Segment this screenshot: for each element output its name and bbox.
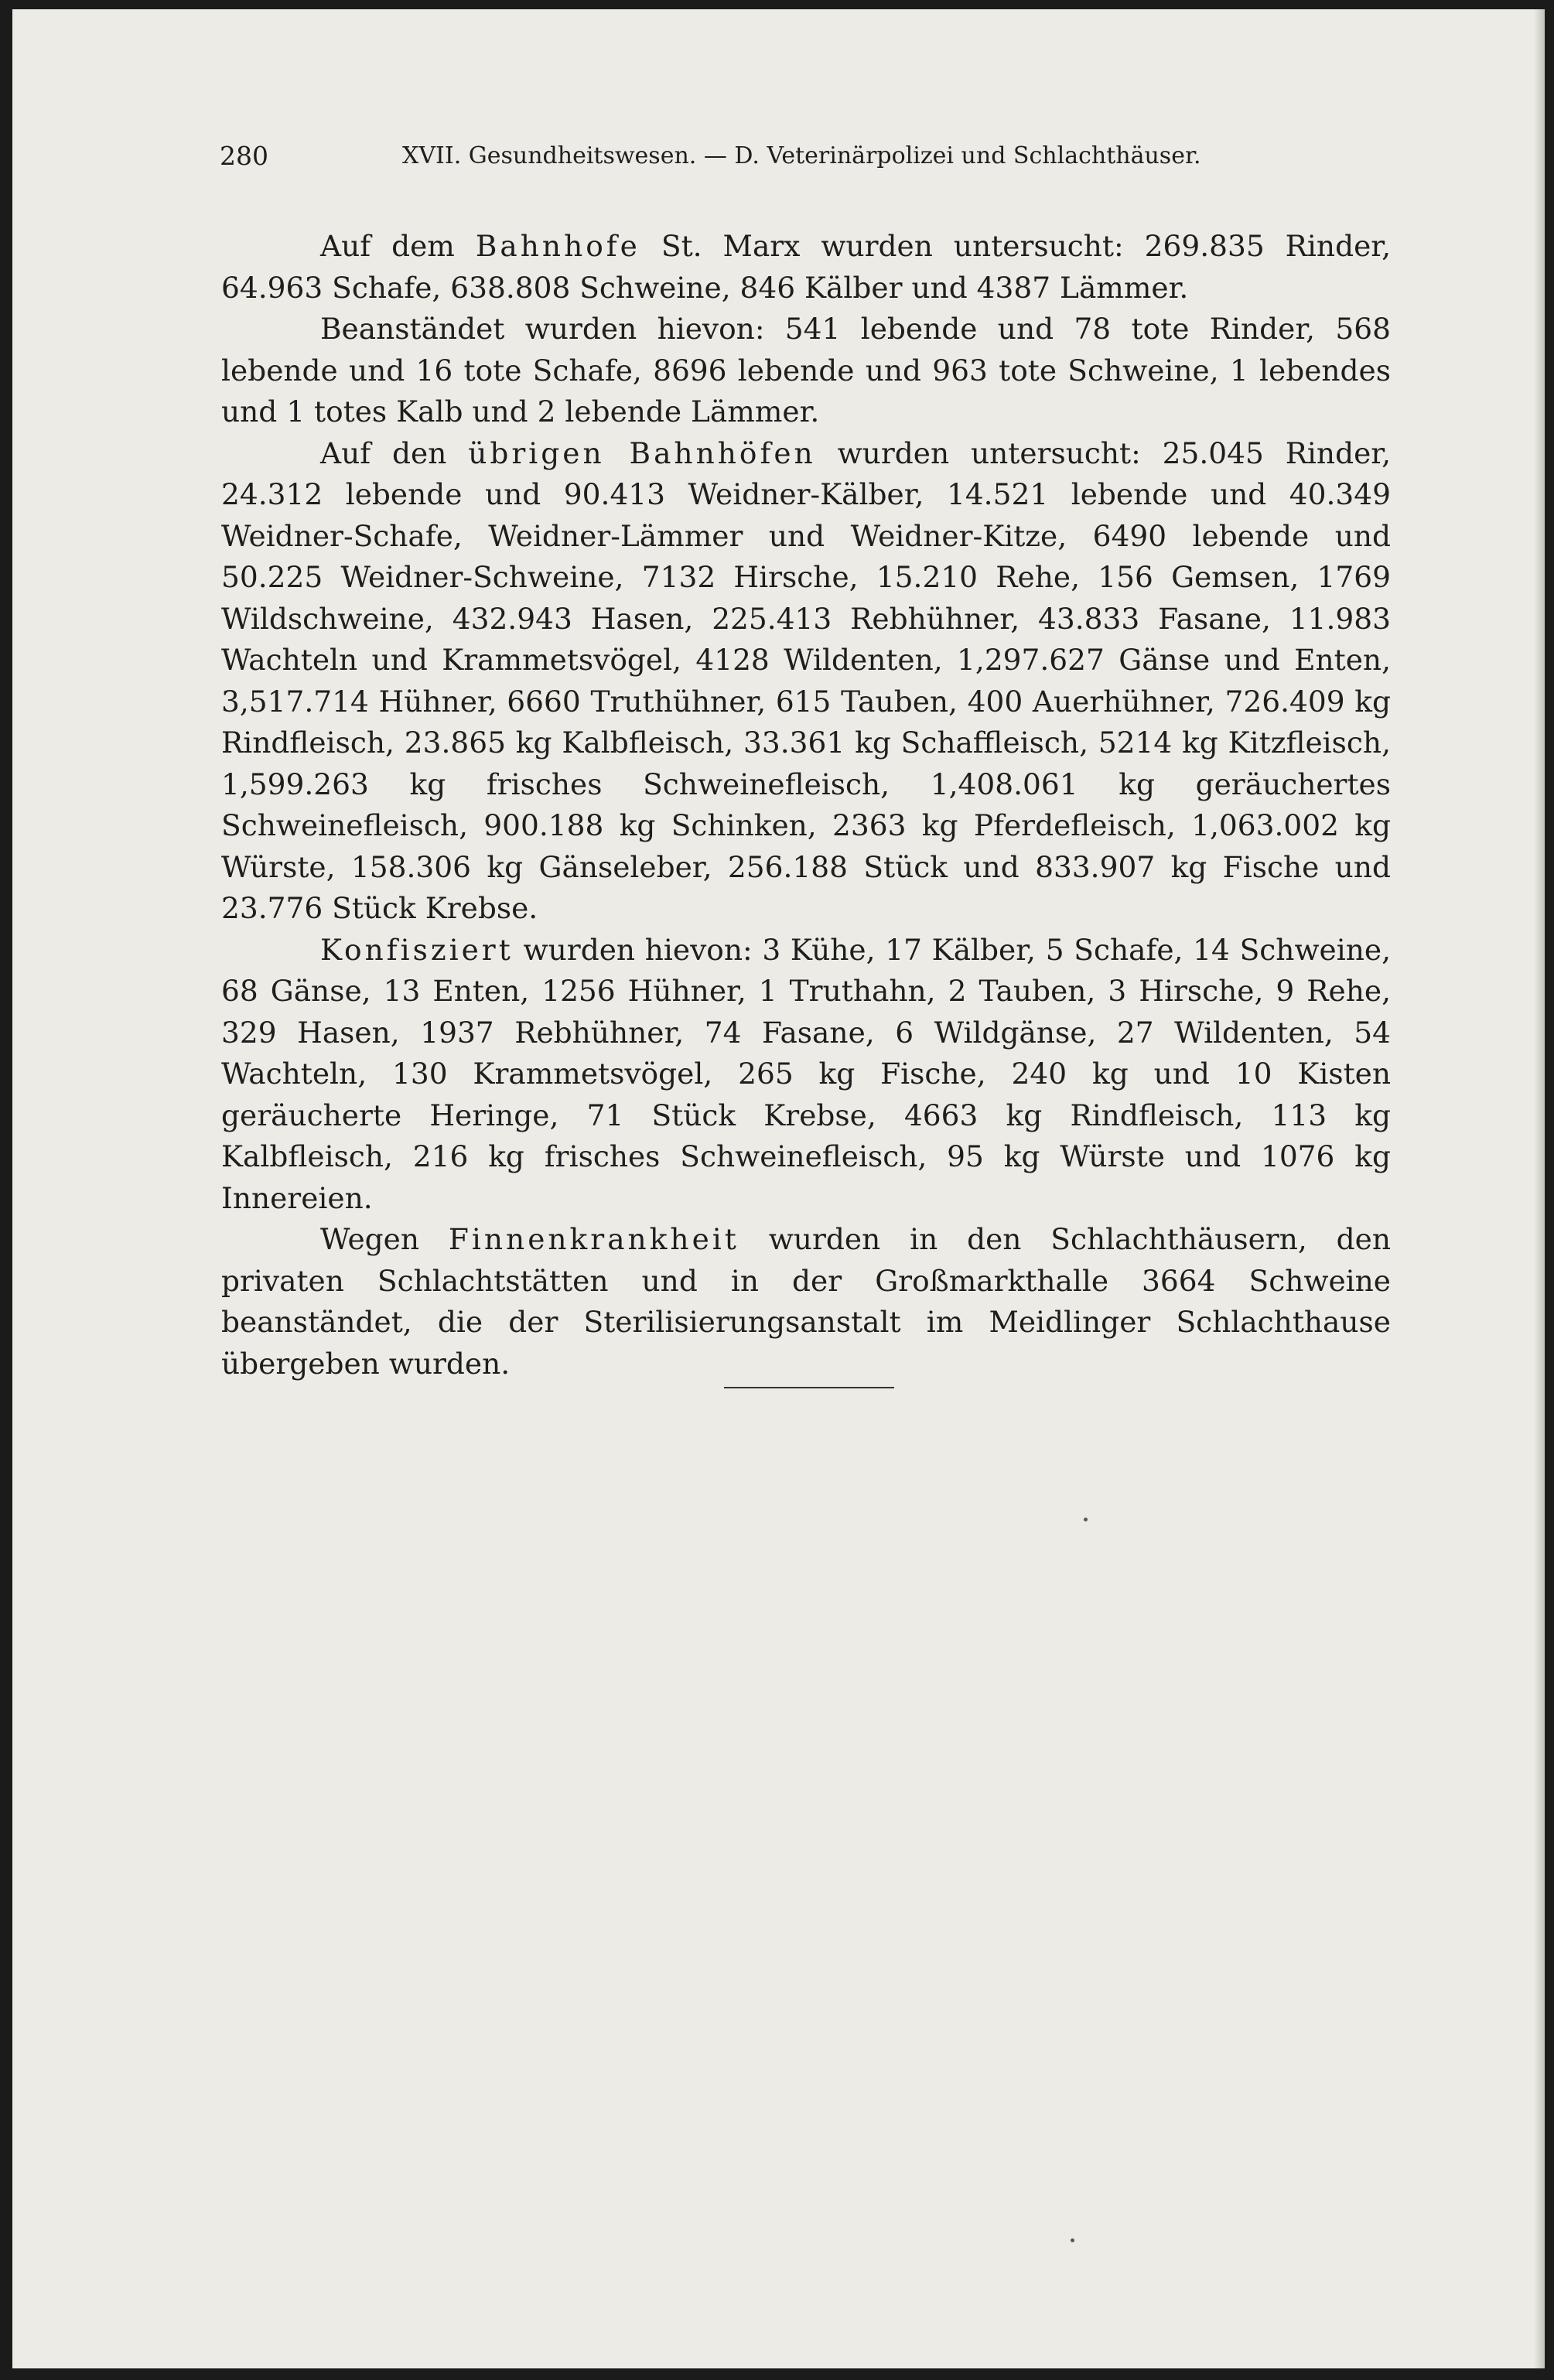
document-page xyxy=(12,9,1545,2368)
paragraph-lead: Wegen xyxy=(320,1222,449,1256)
body-text xyxy=(221,226,1391,1385)
paper-speck xyxy=(1071,2238,1074,2242)
paragraph-text: Beanständet wurden hievon: 541 lebende und 78 tote Rinder, 568 lebende und 16 tote Schafe, 8696 lebende und 963 tote Schweine, 1 lebendes und 1 totes Kalb und 2 lebende Lämmer. xyxy=(221,312,1391,429)
emphasized-term: Konfisziert xyxy=(320,932,514,967)
paragraph-text: wurden hievon: 3 Kühe, 17 Kälber, 5 Schafe, 14 Schweine, 68 Gänse, 13 Enten, 1256 Hühner, 1 Truthahn, 2 Tauben, 3 Hirsche, 9 Rehe, 329 Hasen, 1937 Rebhühner, 74 Fasane, 6 Wildgänse, 27 Wildenten, 54 Wachteln, 130 Krammetsvögel, 265 kg Fische, 240 kg und 10 Kisten geräucherte Heringe, 71 Stück Krebse, 4663 kg Rindfleisch, 113 kg Kalbfleisch, 216 kg frisches Schweinefleisch, 95 kg Würste und 1076 kg Innereien. xyxy=(221,932,1391,1215)
emphasized-term: Finnenkrankheit xyxy=(448,1222,739,1256)
paragraph-lead: Auf dem xyxy=(320,229,476,263)
running-title: XVII. Gesundheitswesen. — D. Veterinärpolizei und Schlachthäuser. xyxy=(402,142,1201,169)
paragraph-text: wurden in den Schlachthäusern, den privaten Schlachtstätten und in der Großmarkthalle 3664 Schweine beanständet, die der Sterilisierungsanstalt im Meidlinger Schlachthause übergeben wurden. xyxy=(221,1222,1391,1381)
paragraph-beanstaendet xyxy=(221,309,1391,433)
paragraph-bahnhof-st-marx xyxy=(221,226,1391,309)
paragraph-text: wurden untersucht: 25.045 Rinder, 24.312 lebende und 90.413 Weidner-Kälber, 14.521 lebende und 40.349 Weidner-Schafe, Weidner-Lämmer und Weidner-Kitze, 6490 lebende und 50.225 Weidner-Schweine, 7132 Hirsche, 15.210 Rehe, 156 Gemsen, 1769 Wildschweine, 432.943 Hasen, 225.413 Rebhühner, 43.833 Fasane, 11.983 Wachteln und Krammetsvögel, 4128 Wildenten, 1,297.627 Gänse und Enten, 3,517.714 Hühner, 6660 Truthühner, 615 Tauben, 400 Auerhühner, 726.409 kg Rindfleisch, 23.865 kg Kalbfleisch, 33.361 kg Schaffleisch, 5214 kg Kitzfleisch, 1,599.263 kg frisches Schweinefleisch, 1,408.061 kg geräuchertes Schweinefleisch, 900.188 kg Schinken, 2363 kg Pferdefleisch, 1,063.002 kg Würste, 158.306 kg Gänseleber, 256.188 Stück und 833.907 kg Fische und 23.776 Stück Krebse. xyxy=(221,435,1392,925)
page-number: 280 xyxy=(220,141,268,171)
page-edge-shadow xyxy=(1534,9,1545,2368)
section-end-rule xyxy=(724,1387,894,1388)
paragraph-uebrige-bahnhoefe xyxy=(221,433,1391,930)
paper-speck xyxy=(1084,1518,1088,1521)
emphasized-term: Bahnhofe xyxy=(475,229,640,263)
paragraph-konfisziert xyxy=(221,930,1391,1220)
paragraph-text: St. Marx wurden untersucht: 269.835 Rinder, 64.963 Schafe, 638.808 Schweine, 846 Kälber und 4387 Lämmer. xyxy=(221,229,1391,305)
paragraph-finnenkrankheit xyxy=(221,1219,1391,1385)
paragraph-lead: Auf den xyxy=(320,435,469,470)
emphasized-term: übrigen Bahnhöfen xyxy=(468,435,816,470)
